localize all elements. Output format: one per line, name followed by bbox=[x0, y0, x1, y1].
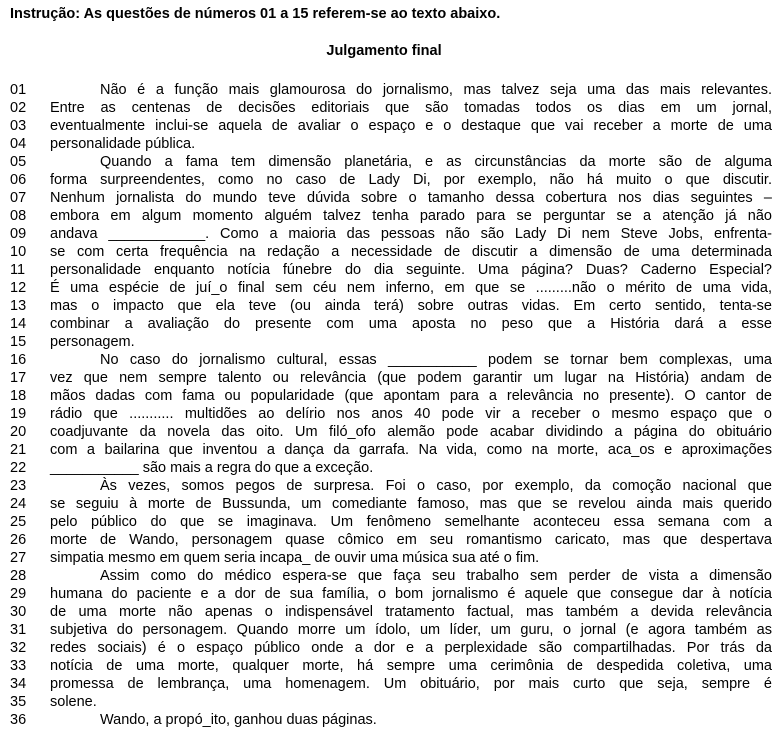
line-number: 08 bbox=[10, 208, 27, 224]
line-text: promessa de lembrança, uma homenagem. Um obituário, por mais curto que seja, sempre é bbox=[50, 676, 772, 692]
line-text: Quando a fama tem dimensão planetária, e as circunstâncias da morte são de alguma bbox=[100, 154, 772, 170]
text-line bbox=[10, 423, 772, 441]
line-number: 23 bbox=[10, 478, 27, 494]
line-text: Às vezes, somos pegos de surpresa. Foi o caso, por exemplo, da comoção nacional que bbox=[100, 478, 772, 494]
line-text: redes sociais) é o espaço público onde a dor e a perplexidade são compartilhadas. Por trás da bbox=[50, 640, 772, 656]
text-line bbox=[10, 603, 772, 621]
text-line bbox=[10, 369, 772, 387]
line-text: pelo público do que se imaginava. Um fenômeno semelhante aconteceu essa semana com a bbox=[50, 514, 772, 530]
text-line bbox=[10, 333, 772, 351]
line-number: 32 bbox=[10, 640, 27, 656]
text-line bbox=[10, 639, 772, 657]
line-text: se com certa frequência na redação a necessidade de discutir a dimensão de uma determinada bbox=[50, 244, 772, 260]
line-text: se seguiu à morte de Bussunda, um comediante famoso, mas que se revelou ainda mais querido bbox=[50, 496, 772, 512]
line-text: rádio que ........... multidões ao delírio nos anos 40 pode vir a receber o mesmo espaço que o bbox=[50, 406, 772, 422]
text-line bbox=[10, 117, 772, 135]
line-text: combinar a avaliação do presente com uma aposta no peso que a História dará a esse bbox=[50, 316, 772, 332]
line-number: 31 bbox=[10, 622, 27, 638]
line-text: morte de Wando, personagem quase cômico em seu romantismo caricato, mas que despertava bbox=[50, 532, 772, 548]
line-number: 36 bbox=[10, 712, 27, 728]
line-number: 03 bbox=[10, 118, 27, 134]
line-number: 07 bbox=[10, 190, 27, 206]
text-line bbox=[10, 99, 772, 117]
numbered-text-block bbox=[10, 81, 772, 729]
text-line bbox=[10, 315, 772, 333]
line-number: 22 bbox=[10, 460, 27, 476]
line-text: ___________ são mais a regra do que a exceção. bbox=[50, 460, 374, 476]
instruction-text: Instrução: As questões de números 01 a 15 referem-se ao texto abaixo. bbox=[10, 6, 501, 22]
line-number: 20 bbox=[10, 424, 27, 440]
line-number: 26 bbox=[10, 532, 27, 548]
line-number: 33 bbox=[10, 658, 27, 674]
text-line bbox=[10, 135, 772, 153]
line-number: 15 bbox=[10, 334, 27, 350]
line-text: personagem. bbox=[50, 334, 135, 350]
line-text: Nenhum jornalista do mundo teve dúvida sobre o tamanho dessa cobertura nos dias seguintes – bbox=[50, 190, 772, 206]
text-title: Julgamento final bbox=[326, 43, 442, 59]
line-text: simpatia mesmo em quem seria incapa_ de ouvir uma música sua até o fim. bbox=[50, 550, 540, 566]
line-text: humana do paciente e a dor de sua família, o bom jornalismo é aquele que consegue dar à notícia bbox=[50, 586, 772, 602]
line-number: 11 bbox=[10, 262, 26, 278]
text-line bbox=[10, 657, 772, 675]
line-number: 09 bbox=[10, 226, 27, 242]
line-number: 04 bbox=[10, 136, 27, 152]
text-line bbox=[10, 567, 772, 585]
text-line bbox=[10, 207, 772, 225]
text-line bbox=[10, 279, 772, 297]
text-line bbox=[10, 495, 772, 513]
text-line bbox=[10, 189, 772, 207]
line-number: 12 bbox=[10, 280, 27, 296]
line-number: 27 bbox=[10, 550, 27, 566]
line-number: 18 bbox=[10, 388, 27, 404]
line-number: 14 bbox=[10, 316, 27, 332]
line-number: 17 bbox=[10, 370, 27, 386]
text-line bbox=[10, 81, 772, 99]
text-line bbox=[10, 297, 772, 315]
line-text: É uma espécie de juí_o final sem céu nem inferno, em que se .........não o mérito de uma vida, bbox=[50, 280, 772, 296]
line-number: 35 bbox=[10, 694, 27, 710]
line-number: 13 bbox=[10, 298, 27, 314]
line-number: 16 bbox=[10, 352, 27, 368]
line-number: 28 bbox=[10, 568, 27, 584]
line-text: Não é a função mais glamourosa do jornalismo, mas talvez seja uma das mais relevantes. bbox=[100, 82, 772, 98]
line-text: subjetiva do personagem. Quando morre um ídolo, um líder, um guru, o jornal (e agora também as bbox=[50, 622, 772, 638]
line-number: 06 bbox=[10, 172, 27, 188]
line-text: andava ____________. Como a maioria das pessoas não são Lady Di nem Steve Jobs, enfrenta- bbox=[50, 226, 772, 242]
text-line bbox=[10, 711, 772, 729]
line-number: 10 bbox=[10, 244, 27, 260]
line-text: forma surpreendentes, como no caso de Lady Di, por exemplo, não há muito o que discutir. bbox=[50, 172, 772, 188]
text-line bbox=[10, 513, 772, 531]
line-number: 05 bbox=[10, 154, 27, 170]
text-line bbox=[10, 225, 772, 243]
line-number: 01 bbox=[10, 82, 27, 98]
line-number: 21 bbox=[10, 442, 27, 458]
line-number: 19 bbox=[10, 406, 27, 422]
line-number: 30 bbox=[10, 604, 27, 620]
text-line bbox=[10, 351, 772, 369]
line-text: Wando, a propó_ito, ganhou duas páginas. bbox=[100, 712, 377, 728]
text-line bbox=[10, 693, 772, 711]
line-number: 24 bbox=[10, 496, 27, 512]
text-line bbox=[10, 459, 772, 477]
line-text: eventualmente inclui-se aquela de avaliar o espaço e o destaque que vai receber a morte de uma bbox=[50, 118, 772, 134]
line-text: Assim como do médico espera-se que faça seu trabalho sem perder de vista a dimensão bbox=[100, 568, 772, 584]
line-text: notícia de uma morte, qualquer morte, há sempre uma cerimônia de despedida coletiva, uma bbox=[50, 658, 772, 674]
line-number: 25 bbox=[10, 514, 27, 530]
line-text: solene. bbox=[50, 694, 97, 710]
text-line bbox=[10, 585, 772, 603]
text-line bbox=[10, 675, 772, 693]
text-line bbox=[10, 477, 772, 495]
text-line bbox=[10, 387, 772, 405]
line-text: com a bailarina que inventou a dança da garrafa. Na vida, como na morte, aca_os e aproximações bbox=[50, 442, 772, 458]
text-line bbox=[10, 405, 772, 423]
text-line bbox=[10, 531, 772, 549]
line-number: 34 bbox=[10, 676, 27, 692]
text-line bbox=[10, 153, 772, 171]
line-number: 02 bbox=[10, 100, 27, 116]
text-line bbox=[10, 261, 772, 279]
line-text: mãos dadas com fama ou popularidade (que apontam para a relevância no presente). O cantor de bbox=[50, 388, 772, 404]
line-text: de uma morte não apenas o indispensável tratamento factual, mas também a devida relevância bbox=[50, 604, 772, 620]
text-line bbox=[10, 171, 772, 189]
line-text: Entre as centenas de decisões editoriais que são tomadas todos os dias em um jornal, bbox=[50, 100, 772, 116]
line-text: No caso do jornalismo cultural, essas ___________ podem se tornar bem complexas, uma bbox=[100, 352, 772, 368]
text-line bbox=[10, 549, 772, 567]
text-line bbox=[10, 441, 772, 459]
line-text: mas o impacto que ela teve (ou ainda terá) sobre outras vidas. Em certo sentido, tenta-se bbox=[50, 298, 772, 314]
text-line bbox=[10, 243, 772, 261]
line-number: 29 bbox=[10, 586, 27, 602]
line-text: coadjuvante da novela das oito. Um filó_ofo alemão pode acabar dividindo a página do obituário bbox=[50, 424, 772, 440]
line-text: personalidade pública. bbox=[50, 136, 196, 152]
line-text: personalidade enquanto notícia fúnebre do dia seguinte. Uma página? Duas? Caderno Especial? bbox=[50, 262, 772, 278]
line-text: vez que nem sempre talento ou relevância (que podem garantir um lugar na História) andam de bbox=[50, 370, 772, 386]
text-line bbox=[10, 621, 772, 639]
line-text: embora em algum momento alguém talvez tenha parado para se perguntar se a atenção já não bbox=[50, 208, 772, 224]
